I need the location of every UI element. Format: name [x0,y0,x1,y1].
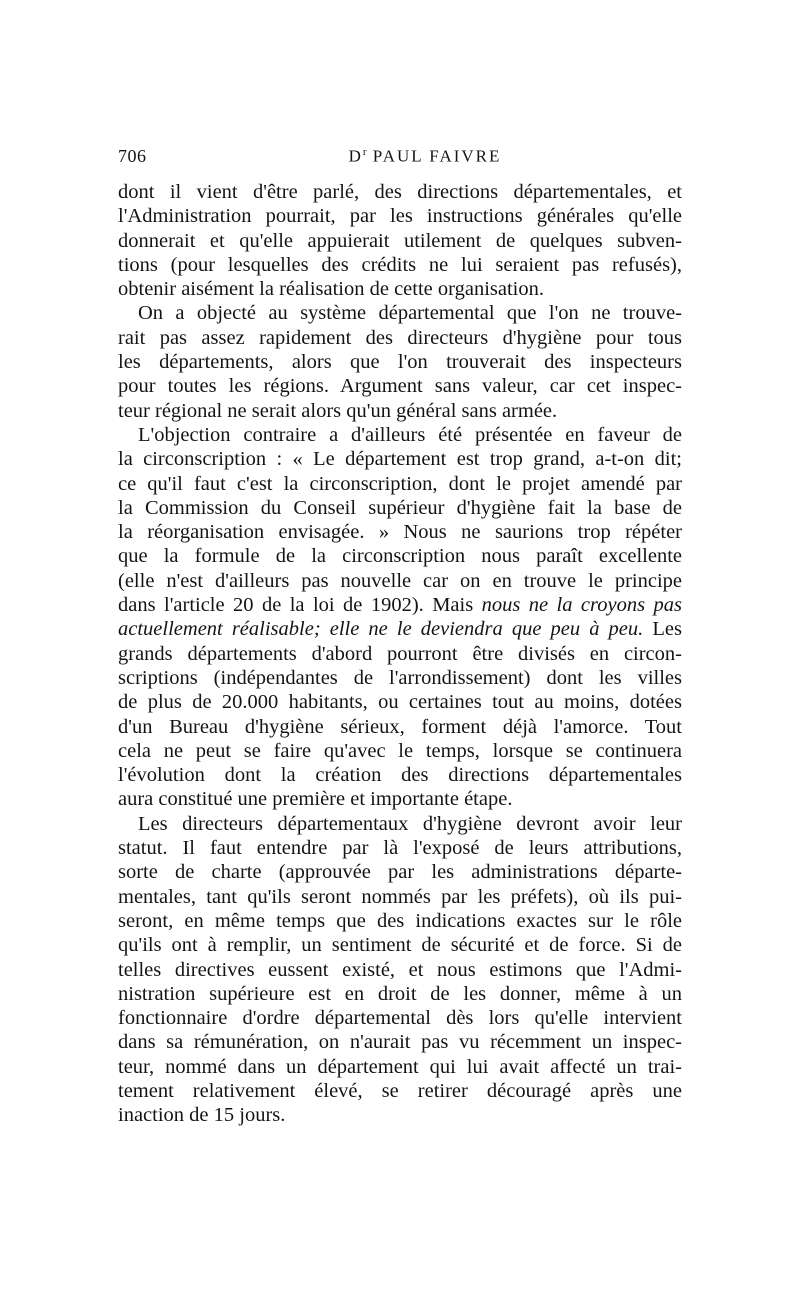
text-line: de plus de 20.000 habitants, ou certaines tout au moins, dotées [118,691,682,714]
roman-run: dans l'article 20 de la loi de 1902). Mais [118,594,482,617]
text-line-mixed [118,617,682,641]
text-line: grands départements d'abord pourront être divisés en circon- [118,642,682,665]
text-line: scriptions (indépendantes de l'arrondissement) dont les villes [118,666,682,689]
italic-run: actuellement réalisable; elle ne le deviendra que peu à peu. [118,618,644,641]
text-line: l'Administration pourrait, par les instructions générales qu'elle [118,205,682,228]
paragraph-4 [118,812,682,1128]
text-line: nistration supérieure est en droit de les donner, même à un [118,982,682,1005]
text-line: On a objecté au système départemental que l'on ne trouve- [138,302,682,325]
running-title [118,146,682,167]
paragraph-3 [118,423,682,812]
italic-run: nous ne la croyons pas [481,594,682,617]
text-line: l'évolution dont la création des directions départementales [118,764,682,787]
text-line: les départements, alors que l'on trouverait des inspecteurs [118,351,682,374]
running-head [118,146,682,170]
text-line: inaction de 15 jours. [118,1104,286,1127]
text-line: rait pas assez rapidement des directeurs d'hygiène pour tous [118,326,682,349]
text-line: dans sa rémunération, on n'aurait pas vu récemment un inspec- [118,1031,682,1054]
text-line: la réorganisation envisagée. » Nous ne saurions trop répéter [118,521,682,544]
text-line: dont il vient d'être parlé, des directions départementales, et [118,181,682,203]
text-line: que la formule de la circonscription nous paraît excellente [118,545,682,568]
paragraph-1 [118,180,682,301]
text-line: aura constitué une première et importante étape. [118,788,513,811]
text-line: ce qu'il faut c'est la circonscription, dont le projet amendé par [118,472,682,495]
page-number: 706 [118,146,147,166]
paragraph-2 [118,301,682,422]
text-line: d'un Bureau d'hygiène sérieux, forment déjà l'amorce. Tout [118,715,682,738]
text-line: L'objection contraire a d'ailleurs été présentée en faveur de [138,423,682,446]
text-line: (elle n'est d'ailleurs pas nouvelle car on en trouve le principe [118,569,682,592]
author-prefix: D [348,146,363,166]
text-line: teur régional ne serait alors qu'un général sans armée. [118,399,558,422]
text-line: la Commission du Conseil supérieur d'hygiène fait la base de [118,496,682,519]
text-line: Les directeurs départementaux d'hygiène devront avoir leur [138,812,682,835]
text-line: cela ne peut se faire qu'avec le temps, lorsque se continuera [118,739,682,762]
text-line: qu'ils ont à remplir, un sentiment de sécurité et de force. Si de [118,934,682,957]
body-text [118,180,682,1128]
text-line: seront, en même temps que des indications exactes sur le rôle [118,909,682,932]
text-line: statut. Il faut entendre par là l'exposé de leurs attributions, [118,837,682,860]
text-line: tement relativement élevé, se retirer découragé après une [118,1079,682,1102]
text-line: pour toutes les régions. Argument sans valeur, car cet inspec- [118,375,682,398]
text-line: mentales, tant qu'ils seront nommés par les préfets), où ils pui- [118,885,682,908]
text-line: la circonscription : « Le département est trop grand, a-t-on dit; [118,448,682,471]
text-line: sorte de charte (approuvée par les administrations départe- [118,861,682,884]
text-line: fonctionnaire d'ordre départemental dès lors qu'elle intervient [118,1007,682,1030]
text-line: obtenir aisément la réalisation de cette organisation. [118,278,544,301]
author-prefix-superscript: r [362,146,367,158]
text-line: donnerait et qu'elle appuierait utilement de quelques subven- [118,229,682,252]
text-line: telles directives eussent existé, et nous estimons que l'Admi- [118,958,682,981]
roman-run: Les [643,618,682,641]
author-name: PAUL FAIVRE [372,146,502,166]
text-line-mixed [118,593,682,617]
text-line: tions (pour lesquelles des crédits ne lui seraient pas refusés), [118,253,682,276]
text-line: teur, nommé dans un département qui lui avait affecté un trai- [118,1055,682,1078]
